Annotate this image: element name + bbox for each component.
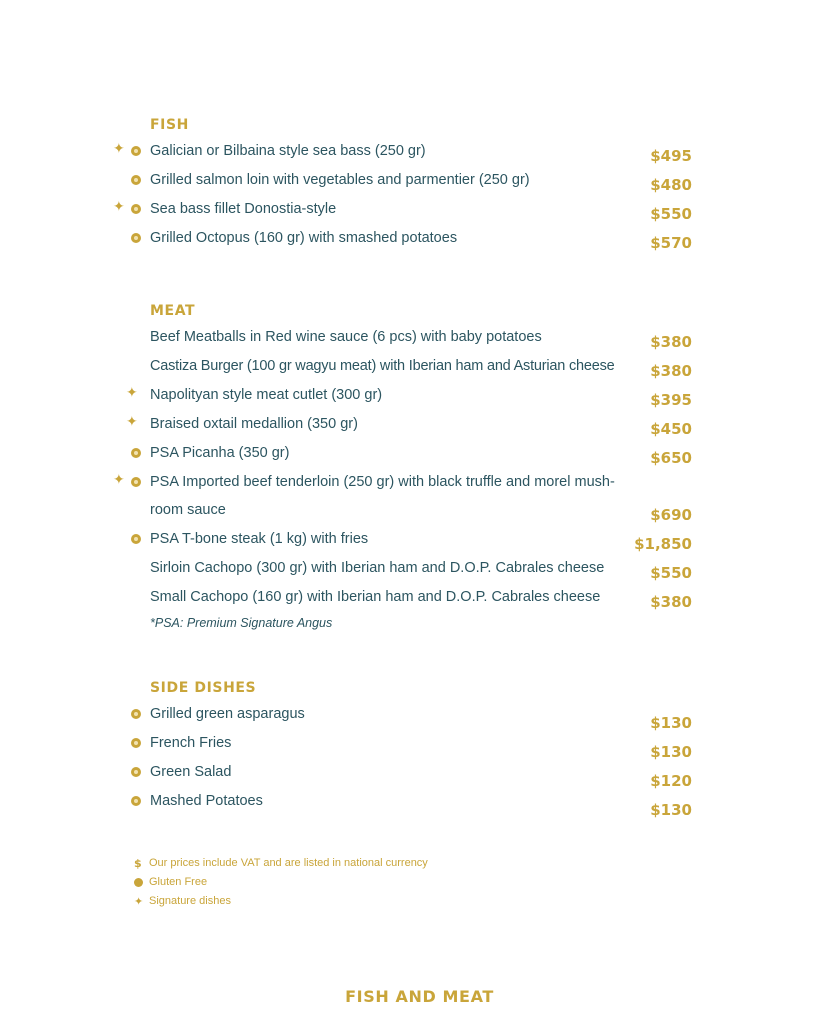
- item-price: $550: [650, 205, 692, 223]
- item-name: Green Salad: [150, 764, 232, 780]
- item-name: Grilled Octopus (160 gr) with smashed potatoes: [150, 230, 458, 246]
- item-name: Castiza Burger (100 gr wagyu meat) with Iberian ham and Asturian cheese: [150, 358, 615, 374]
- item-price: $130: [650, 801, 692, 819]
- menu-item: [0, 793, 839, 817]
- legend-gluten-free: [0, 876, 600, 892]
- sparkle-icon: ✦: [126, 384, 138, 400]
- gluten-free-icon: [131, 767, 141, 777]
- menu-item: [0, 706, 839, 730]
- gluten-free-icon: [131, 204, 141, 214]
- gluten-free-icon: [131, 146, 141, 156]
- item-price: $380: [650, 333, 692, 351]
- gluten-free-icon: [131, 709, 141, 719]
- item-name: PSA T-bone steak (1 kg) with fries: [150, 531, 369, 547]
- legend-signature: [0, 895, 600, 911]
- item-name: Grilled green asparagus: [150, 706, 305, 722]
- item-name: Galician or Bilbaina style sea bass (250 gr): [150, 143, 426, 159]
- item-name: Braised oxtail medallion (350 gr): [150, 416, 358, 432]
- item-price: $450: [650, 420, 692, 438]
- menu-item: [0, 764, 839, 788]
- gluten-free-icon: [131, 448, 141, 458]
- legend-currency: [0, 857, 600, 873]
- item-name: Napolityan style meat cutlet (300 gr): [150, 387, 383, 403]
- menu-item: [0, 230, 839, 254]
- item-name: Sirloin Cachopo (300 gr) with Iberian ham and D.O.P. Cabrales cheese: [150, 560, 605, 576]
- item-price: $495: [650, 147, 692, 165]
- item-name: Mashed Potatoes: [150, 793, 263, 809]
- item-name: French Fries: [150, 735, 232, 751]
- sparkle-icon: ✦: [113, 198, 125, 214]
- item-name: Beef Meatballs in Red wine sauce (6 pcs) with baby potatoes: [150, 329, 542, 345]
- item-price: $550: [650, 564, 692, 582]
- item-price: $380: [650, 593, 692, 611]
- gluten-free-icon: [131, 796, 141, 806]
- section-title-fish: FISH: [150, 117, 189, 133]
- item-name: PSA Picanha (350 gr): [150, 445, 290, 461]
- psa-note: *PSA: Premium Signature Angus: [150, 616, 333, 630]
- sparkle-icon: ✦: [134, 895, 144, 908]
- item-price: $130: [650, 714, 692, 732]
- gluten-free-icon: [131, 175, 141, 185]
- item-name: Sea bass fillet Donostia-style: [150, 201, 337, 217]
- sparkle-icon: ✦: [113, 140, 125, 156]
- item-price: $570: [650, 234, 692, 252]
- sparkle-icon: ✦: [126, 413, 138, 429]
- item-name: Grilled salmon loin with vegetables and parmentier (250 gr): [150, 172, 530, 188]
- gluten-free-icon: [131, 477, 141, 487]
- item-price: $395: [650, 391, 692, 409]
- page-footer-title: FISH AND MEAT: [345, 987, 494, 1006]
- item-price: $650: [650, 449, 692, 467]
- menu-item: [0, 445, 839, 469]
- gluten-free-icon: [134, 878, 143, 887]
- gluten-free-icon: [131, 738, 141, 748]
- menu-item: [0, 471, 839, 527]
- menu-item: [0, 329, 839, 353]
- menu-item: [0, 560, 839, 584]
- sparkle-icon: ✦: [113, 471, 125, 487]
- item-price: $120: [650, 772, 692, 790]
- item-name-continued: room sauce: [150, 502, 226, 518]
- menu-item: [0, 358, 839, 382]
- gluten-free-icon: [131, 534, 141, 544]
- menu-item: [0, 735, 839, 759]
- legend-text: Signature dishes: [149, 895, 231, 907]
- menu-item: [0, 172, 839, 196]
- item-name: PSA Imported beef tenderloin (250 gr) with black truffle and morel mush-: [150, 474, 615, 490]
- item-price: $480: [650, 176, 692, 194]
- item-price: $1,850: [634, 535, 692, 553]
- menu-item: [0, 531, 839, 555]
- menu-item: [0, 384, 839, 411]
- section-title-sides: SIDE DISHES: [150, 680, 257, 696]
- item-price: $380: [650, 362, 692, 380]
- legend-text: Our prices include VAT and are listed in national currency: [149, 857, 428, 869]
- legend-text: Gluten Free: [149, 876, 208, 888]
- item-name: Small Cachopo (160 gr) with Iberian ham and D.O.P. Cabrales cheese: [150, 589, 601, 605]
- item-price: $690: [650, 506, 692, 524]
- dollar-icon: $: [134, 857, 142, 870]
- section-title-meat: MEAT: [150, 303, 196, 319]
- item-price: $130: [650, 743, 692, 761]
- menu-item: [0, 198, 839, 225]
- menu-item: [0, 140, 839, 167]
- menu-item: [0, 589, 839, 613]
- menu-item: [0, 413, 839, 440]
- gluten-free-icon: [131, 233, 141, 243]
